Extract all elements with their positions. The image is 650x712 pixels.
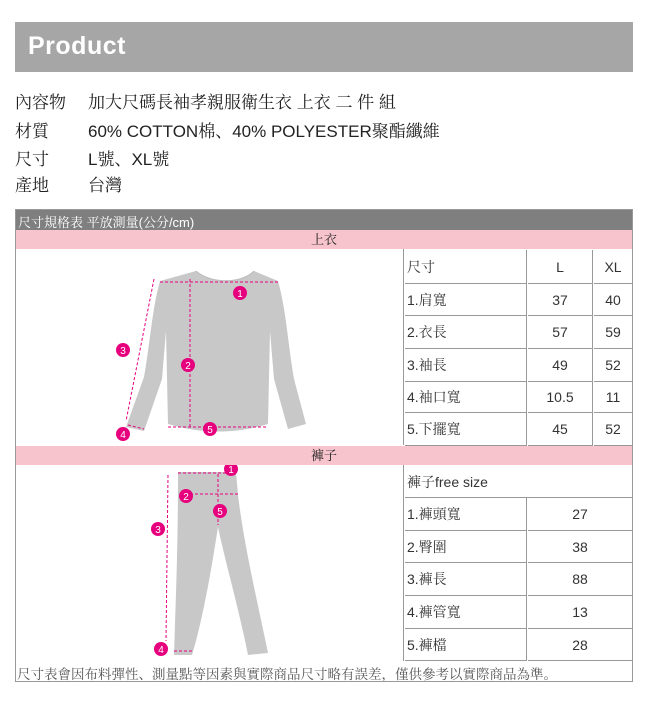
table-row-label: 2.衣長 xyxy=(405,316,527,349)
size-chart-title: 尺寸規格表 平放測量(公分/cm) xyxy=(16,210,632,230)
svg-text:5: 5 xyxy=(207,425,213,436)
table-row-label: 2.臀圍 xyxy=(405,531,527,563)
spec-key: 材質 xyxy=(15,122,49,141)
spec-key: 內容物 xyxy=(15,93,66,112)
spec-value: 加大尺碼長袖孝親服衛生衣 上衣 二 件 組 xyxy=(88,93,396,112)
spec-value: L號、XL號 xyxy=(88,150,170,169)
table-cell-value: 28 xyxy=(528,629,632,661)
table-cell-xl: 52 xyxy=(594,349,632,382)
svg-text:1: 1 xyxy=(228,465,234,476)
pants-header-label: 褲子free size xyxy=(405,466,632,498)
svg-text:3: 3 xyxy=(120,346,126,357)
spec-value: 台灣 xyxy=(88,176,122,195)
table-cell-xl: 59 xyxy=(594,316,632,349)
svg-text:5: 5 xyxy=(217,507,223,518)
marker-4 xyxy=(154,642,168,656)
marker-4 xyxy=(116,427,130,441)
table-cell-l: 10.5 xyxy=(528,382,593,413)
marker-2 xyxy=(179,489,193,503)
spec-key: 產地 xyxy=(15,176,49,195)
marker-3 xyxy=(151,522,165,536)
table-cell-l: 57 xyxy=(528,316,593,349)
top-header-l: L xyxy=(528,250,593,284)
marker-5 xyxy=(203,422,217,436)
pants-diagram xyxy=(16,465,404,661)
table-cell-l: 45 xyxy=(528,413,593,446)
table-row-label: 4.袖口寬 xyxy=(405,382,527,413)
marker-1 xyxy=(233,286,247,300)
table-cell-value: 27 xyxy=(528,498,632,531)
svg-text:4: 4 xyxy=(120,430,126,441)
size-chart xyxy=(15,209,633,682)
table-cell-l: 37 xyxy=(528,284,593,316)
shirt-diagram xyxy=(16,249,404,445)
top-header-xl: XL xyxy=(594,250,632,284)
marker-2 xyxy=(181,358,195,372)
table-cell-value: 88 xyxy=(528,563,632,596)
svg-text:2: 2 xyxy=(183,492,189,503)
table-cell-value: 38 xyxy=(528,531,632,563)
spec-key: 尺寸 xyxy=(15,150,49,169)
svg-text:1: 1 xyxy=(237,289,243,300)
svg-text:2: 2 xyxy=(185,361,191,372)
marker-5 xyxy=(213,504,227,518)
product-header: Product xyxy=(15,22,633,72)
marker-3 xyxy=(116,343,130,357)
table-row-label: 3.褲長 xyxy=(405,563,527,596)
table-cell-xl: 52 xyxy=(594,413,632,446)
spec-value: 60% COTTON棉、40% POLYESTER聚酯纖維 xyxy=(88,122,440,141)
table-row-label: 1.褲頭寬 xyxy=(405,498,527,531)
table-row-label: 1.肩寬 xyxy=(405,284,527,316)
table-cell-xl: 11 xyxy=(594,382,632,413)
shirt-silhouette xyxy=(126,271,306,432)
svg-text:3: 3 xyxy=(155,525,161,536)
table-row-label: 5.褲檔 xyxy=(405,629,527,661)
table-cell-l: 49 xyxy=(528,349,593,382)
section-label-top: 上衣 xyxy=(16,230,632,249)
section-label-pants: 褲子 xyxy=(16,446,632,465)
table-cell-xl: 40 xyxy=(594,284,632,316)
table-cell-value: 13 xyxy=(528,596,632,629)
size-chart-note: 尺寸表會因布料彈性、測量點等因素與實際商品尺寸略有誤差，僅供參考以實際商品為準。 xyxy=(17,667,557,681)
table-row-label: 3.袖長 xyxy=(405,349,527,382)
top-header-label: 尺寸 xyxy=(405,250,527,284)
svg-text:4: 4 xyxy=(158,645,164,656)
table-row-label: 4.褲管寬 xyxy=(405,596,527,629)
table-row-label: 5.下擺寬 xyxy=(405,413,527,446)
